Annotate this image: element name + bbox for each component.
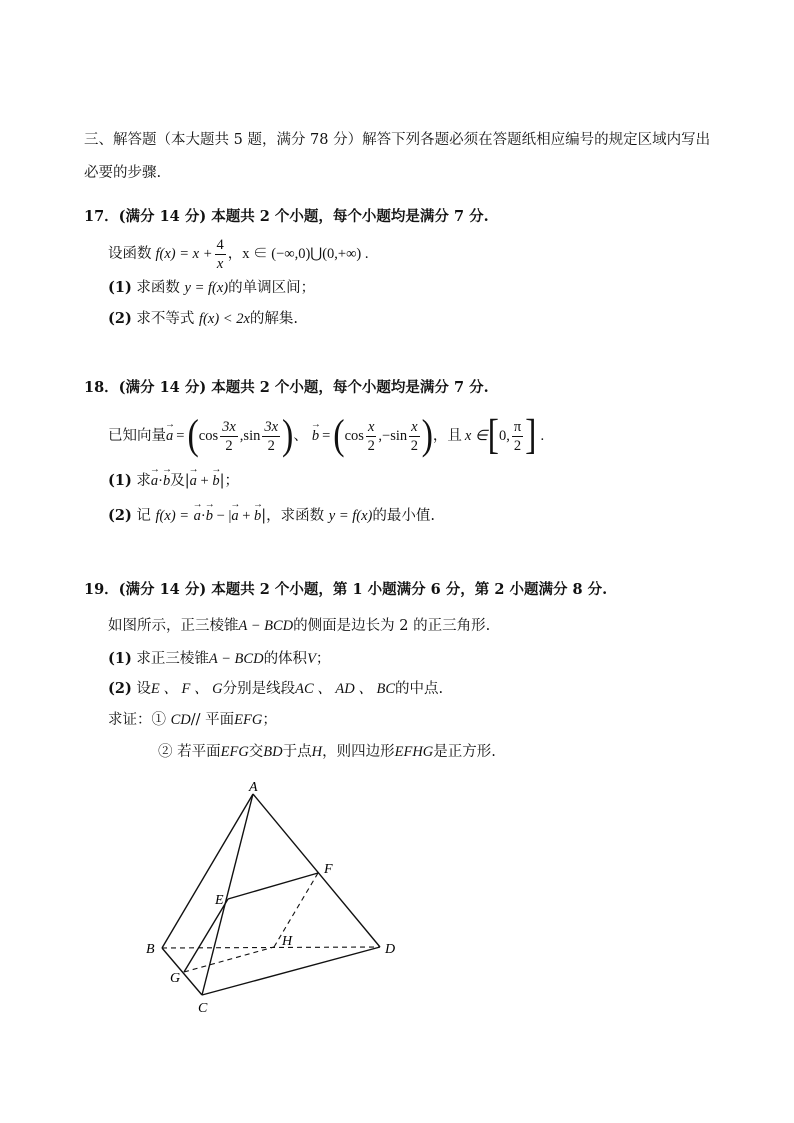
q19-p2-m2: AC 、 AD 、 BC — [295, 681, 395, 697]
section-line-1: 三、解答题（本大题共 5 题，满分 78 分）解答下列各题必须在答题纸相应编号的规定区域内写出 — [84, 132, 711, 148]
q19-intro-a: 如图所示，正三棱锥 — [108, 618, 239, 634]
q18-p1-vec-b: → b — [163, 471, 170, 491]
q17-header: 17．(满分 14 分) 本题共 2 个小题，每个小题均是满分 7 分. — [84, 208, 489, 225]
q19-proof2-m4: EFHG — [394, 744, 434, 760]
q19-p1-label: (1) — [108, 650, 132, 667]
q18-a-den1: 2 — [225, 437, 233, 454]
label-a: A — [249, 780, 258, 795]
q19-proof2-d: ，则四边形 — [322, 744, 395, 760]
q18-p1-tail: |； — [219, 473, 239, 489]
q18-sin-a: sin — [243, 428, 261, 444]
q18-a-den2: 2 — [267, 437, 275, 454]
tetrahedron-figure — [140, 775, 410, 1020]
q18-b-den1: 2 — [367, 437, 375, 454]
q18-range-zero: 0, — [498, 428, 510, 444]
q19-intro — [108, 616, 490, 636]
section-line-2: 必要的步骤. — [84, 165, 162, 181]
q18-frac-b1 — [366, 418, 376, 455]
q19-p2-m: E 、 F 、 G — [150, 681, 223, 697]
q19-intro-m: A − BCD — [238, 618, 294, 634]
q18-p1-mid: 及| — [170, 473, 190, 489]
q18-cos-b: cos — [344, 428, 364, 444]
q17-func-def: f(x) = x + — [155, 246, 213, 262]
q18-p1-vec-a2: → a — [190, 471, 197, 491]
q18-minus-sin: ,−sin — [378, 428, 408, 444]
label-g: G — [170, 971, 181, 986]
q18-p1-label: (1) — [108, 472, 132, 489]
q18-sep: 、 — [293, 428, 308, 444]
q18-p2-mid2: |，求函数 — [261, 508, 325, 524]
edge-cd — [202, 947, 380, 995]
q18-part2: (2) 记 f(x) = → a·→ b − |→ a + → b|，求函数 y = f(x)的最小值. — [108, 506, 435, 526]
q18-bracket-close: ] — [525, 412, 537, 459]
q18-x-in: x ∈ — [464, 428, 488, 444]
q19-proof-m2: EFG — [234, 712, 263, 728]
q18-paren-open-a: ( — [187, 412, 199, 459]
q17-p2-text: 求不等式 — [136, 311, 195, 327]
label-c: C — [198, 1001, 208, 1016]
q19-p2-a: 设 — [136, 681, 151, 697]
q17-p1-math: y = f(x) — [184, 280, 229, 296]
label-e: E — [215, 893, 224, 908]
q18-frac-a2 — [262, 418, 280, 455]
q18-b-den2: 2 — [410, 437, 418, 454]
q18-eq-b: = — [322, 428, 331, 444]
q18-comma-a: , — [239, 428, 244, 444]
q18-p2-label: (2) — [108, 507, 132, 524]
q19-p1-a: 求正三棱锥 — [136, 651, 209, 667]
q17-p2-label: (2) — [108, 310, 132, 327]
q19-proof-a: 求证：① — [108, 712, 171, 728]
q19-header: 19．(满分 14 分) 本题共 2 个小题，第 1 小题满分 6 分，第 2 小题满分 8 分. — [84, 581, 608, 598]
q17-intro — [108, 234, 369, 274]
q18-header: 18．(满分 14 分) 本题共 2 个小题，每个小题均是满分 7 分. — [84, 379, 489, 396]
q17-p1-tail: 的单调区间； — [228, 280, 316, 296]
q17-frac-num: 4 — [216, 236, 224, 253]
q18-p2-vec-b: → b — [206, 506, 213, 526]
q19-intro-b: 的侧面是边长为 2 的正三角形. — [293, 618, 491, 634]
q19-proof-m: CD — [170, 712, 191, 728]
q18-b-num1: x — [367, 418, 375, 435]
q19-proof2-a: ② 若平面 — [158, 744, 221, 760]
q18-period: . — [540, 428, 545, 444]
q17-part2 — [108, 309, 298, 329]
q19-proof2-m3: H — [311, 744, 323, 760]
edge-ad — [253, 794, 380, 947]
q18-p2-mid: − | — [213, 508, 232, 524]
q19-proof2 — [158, 742, 496, 762]
q19-p2-b: 分别是线段 — [222, 681, 296, 697]
q18-range-two: 2 — [513, 437, 522, 454]
q18-range-pi: π — [513, 418, 522, 435]
q18-vec-a: → a — [166, 426, 173, 446]
q18-p1-vec-b2: → b — [212, 471, 219, 491]
q18-p2-math: f(x) = — [155, 508, 190, 524]
label-b: B — [146, 942, 155, 957]
q17-p2-math: f(x) < 2x — [199, 311, 250, 327]
q19-p1-c: ； — [315, 651, 331, 667]
q19-part1 — [108, 649, 330, 669]
q18-frac-b2 — [409, 418, 419, 455]
q18-a-num1: 3x — [222, 418, 236, 435]
q18-p2-text: 记 — [136, 508, 151, 524]
q19-p1-b: 的体积 — [263, 651, 308, 667]
q19-proof2-m2: BD — [263, 744, 283, 760]
q18-p2-vec-a2: → a — [231, 506, 238, 526]
q19-proof2-m: EFG — [220, 744, 249, 760]
q18-frac-a1 — [220, 418, 238, 455]
q19-proof1 — [108, 710, 277, 730]
q19-proof2-c: 于点 — [282, 744, 312, 760]
q17-domain: ，x ∈ (−∞,0)⋃(0,+∞) . — [227, 246, 369, 262]
q18-p2-vec-a: → a — [194, 506, 201, 526]
q17-p1-text: 求函数 — [136, 280, 180, 296]
q19-p2-label: (2) — [108, 680, 132, 697]
q19-p1-v: V — [307, 651, 316, 667]
q19-proof-b: // 平面 — [190, 712, 235, 728]
q18-eq-a: = — [176, 428, 185, 444]
q17-p1-label: (1) — [108, 279, 132, 296]
q17-part1 — [108, 278, 315, 298]
edge-bc — [162, 948, 202, 995]
q18-b-num2: x — [411, 418, 418, 435]
label-d: D — [385, 942, 396, 957]
edge-ab — [162, 794, 253, 948]
q19-part2 — [108, 679, 443, 699]
q19-proof-c: ； — [262, 712, 277, 728]
q18-p2-math2: y = f(x) — [328, 508, 373, 524]
q18-intro — [108, 414, 544, 458]
q18-bracket-open: [ — [487, 412, 499, 459]
q19-proof2-b: 交 — [248, 744, 264, 760]
q19-p2-c: 的中点. — [395, 681, 444, 697]
q18-p2-vec-b2: → b — [254, 506, 261, 526]
q18-intro-prefix: 已知向量 — [108, 428, 166, 444]
q18-paren-open-b: ( — [333, 412, 345, 459]
label-h: H — [282, 934, 293, 949]
q17-p2-tail: 的解集. — [249, 311, 298, 327]
q18-a-num2: 3x — [264, 418, 279, 435]
q18-frac-pi — [512, 418, 523, 455]
q17-frac-den: x — [216, 255, 224, 272]
q19-proof2-e: 是正方形. — [433, 744, 496, 760]
q18-p1-vec-a: → a — [151, 471, 158, 491]
q18-part1: (1) 求→ a·→ b及|→ a + → b|； — [108, 471, 239, 491]
segment-ef — [228, 873, 318, 899]
q18-cos-a: cos — [198, 428, 219, 444]
q17-fraction — [215, 236, 226, 273]
q17-intro-prefix: 设函数 — [108, 246, 152, 262]
q18-p1-text: 求 — [136, 473, 151, 489]
q19-p1-m: A − BCD — [208, 651, 264, 667]
q18-p2-tail: 的最小值. — [372, 508, 435, 524]
q18-paren-close-b: ) — [421, 412, 433, 459]
q18-vec-b: → b — [312, 426, 319, 446]
label-f: F — [324, 862, 333, 877]
q18-range-prefix: ，且 — [432, 428, 462, 444]
q18-paren-close-a: ) — [282, 412, 294, 459]
